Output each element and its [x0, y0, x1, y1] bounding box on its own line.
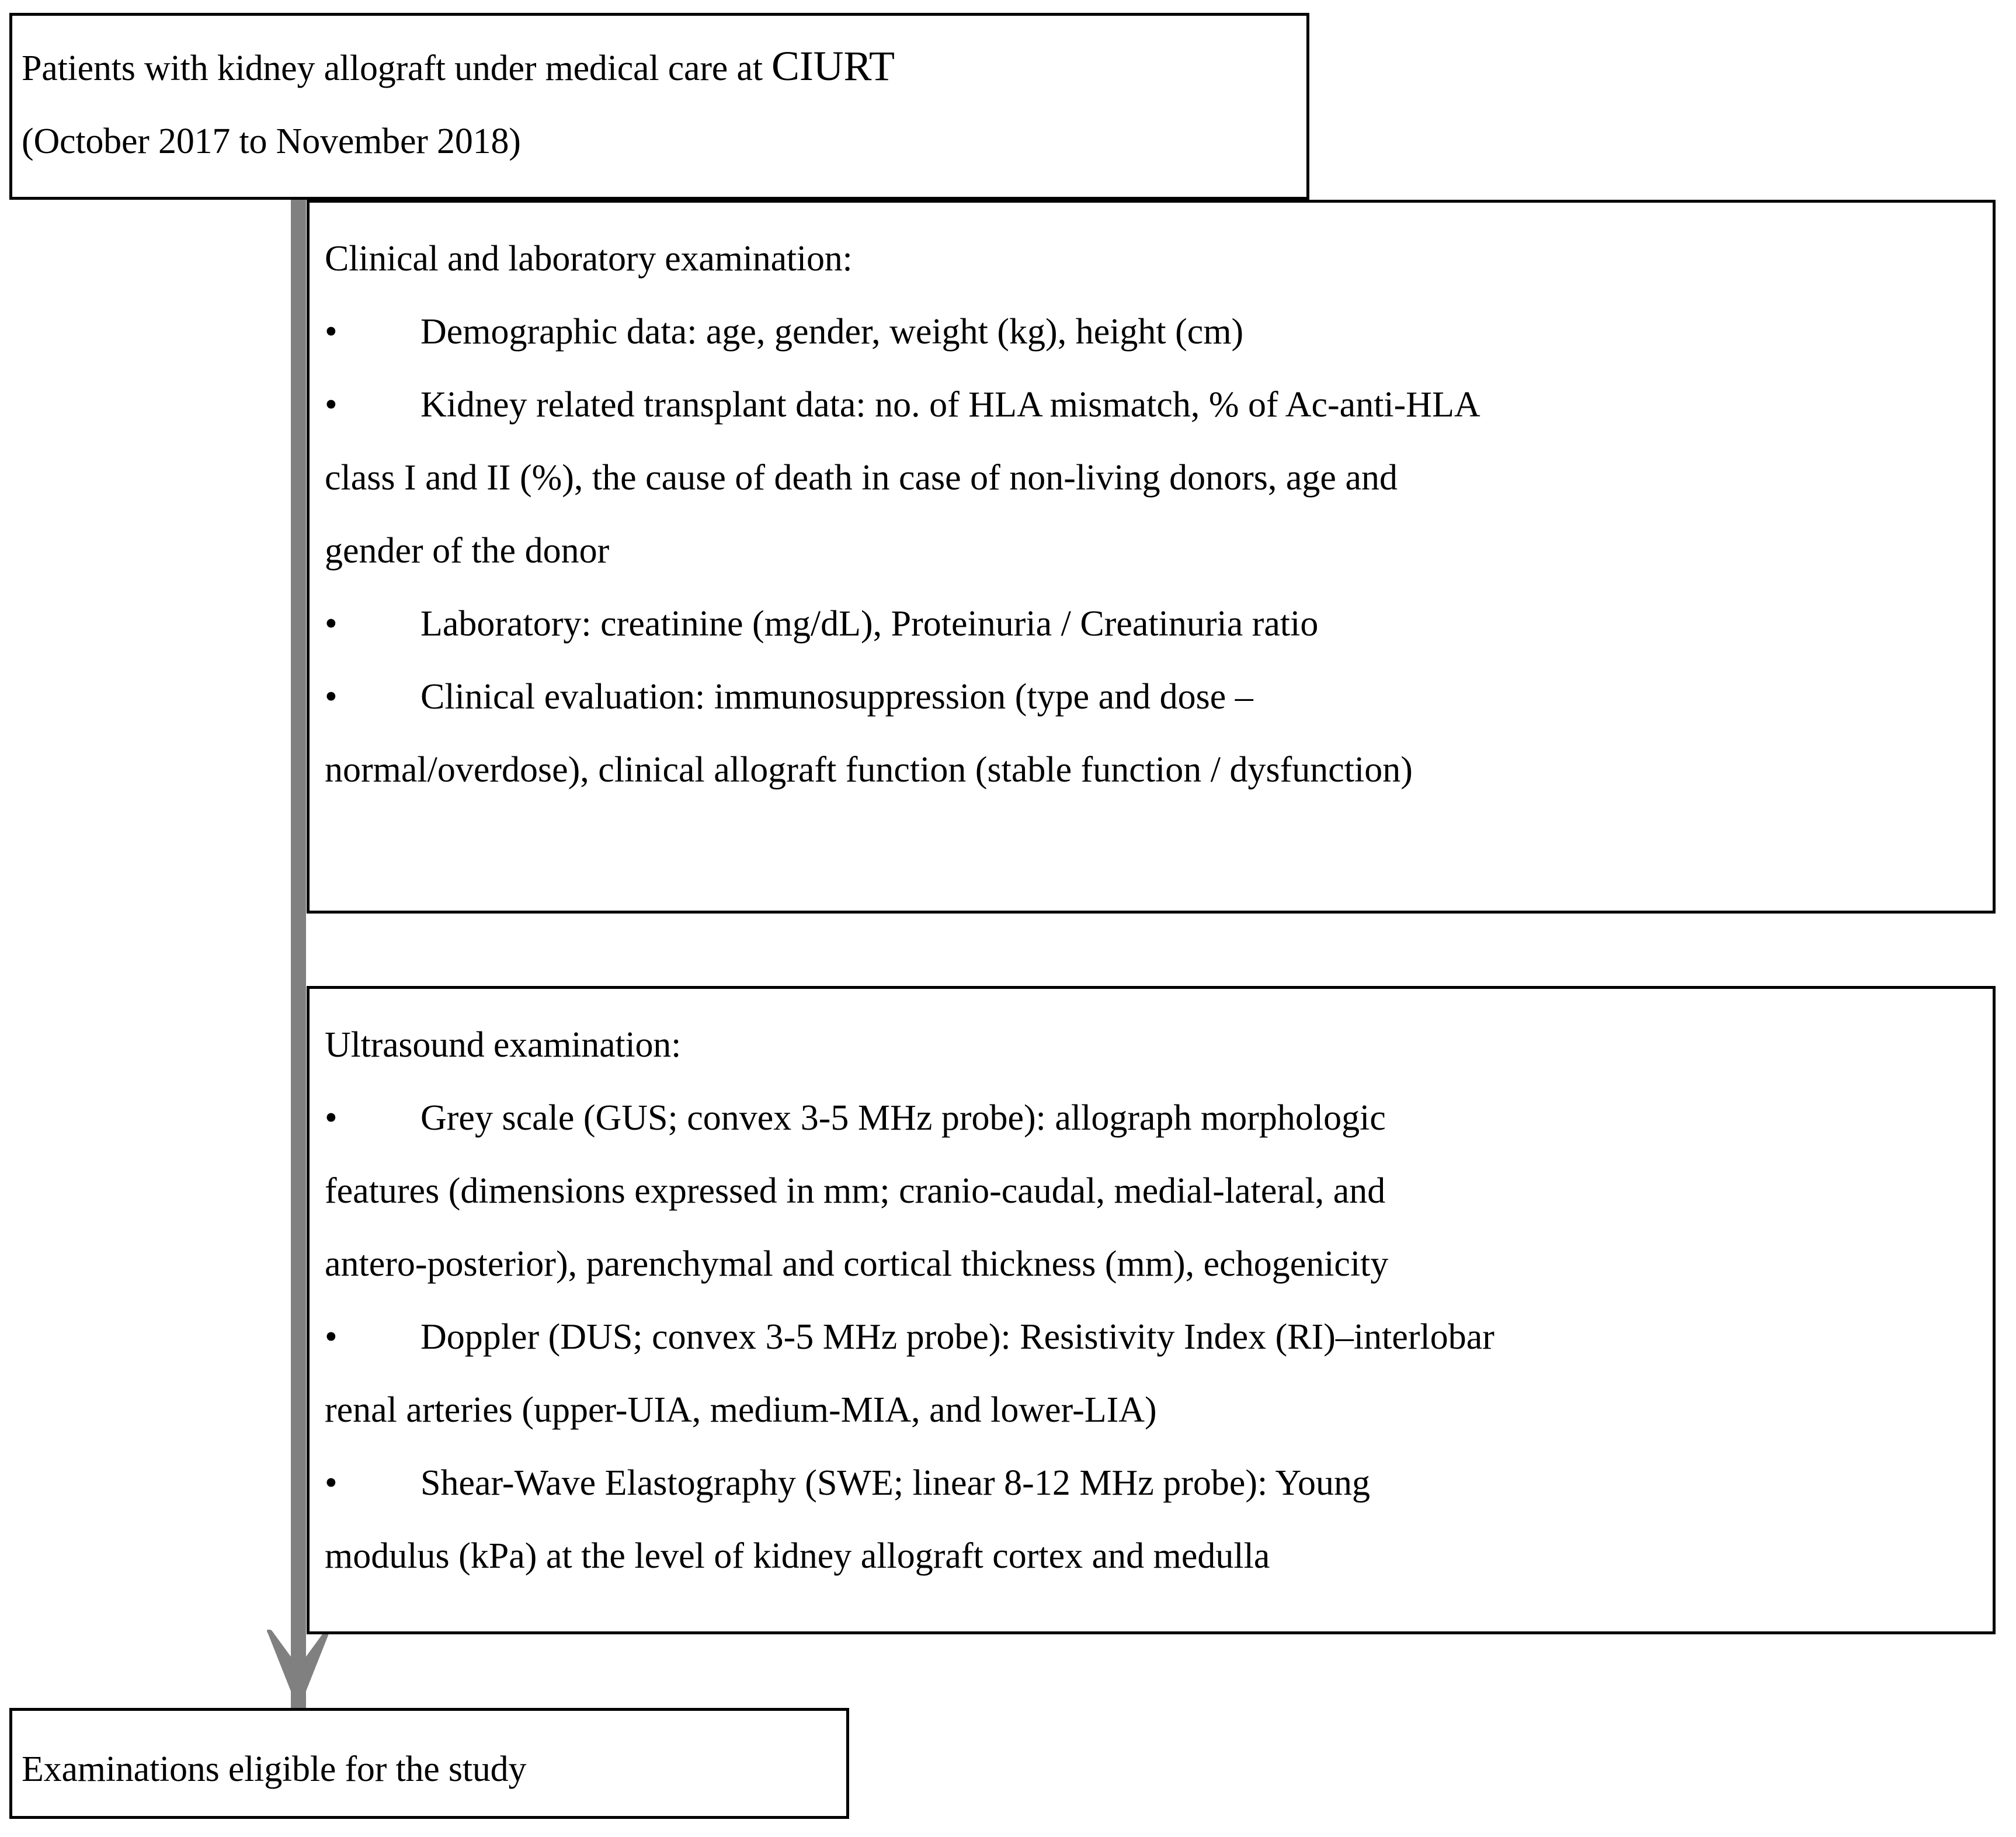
bullet-icon: • [325, 677, 338, 717]
population-box [9, 13, 1309, 200]
ultrasound-bullet-3-cont-1: modulus (kPa) at the level of kidney allograft cortex and medulla [325, 1536, 1270, 1576]
population-line-1 [22, 30, 1296, 105]
clinical-bullet-1 [325, 296, 1977, 369]
clinical-bullet-4-text: Clinical evaluation: immunosuppression (type and dose – [420, 677, 1253, 717]
clinical-bullet-4-cont-1: normal/overdose), clinical allograft function (stable function / dysfunction) [325, 750, 1413, 790]
clinical-bullet-2-cont-1: class I and II (%), the cause of death in case of non-living donors, age and [325, 458, 1398, 498]
bullet-icon: • [325, 1098, 338, 1138]
ultrasound-bullet-2-text: Doppler (DUS; convex 3-5 MHz probe): Resistivity Index (RI)–interlobar [420, 1317, 1494, 1357]
ultrasound-bullet-3-text: Shear-Wave Elastography (SWE; linear 8-12 MHz probe): Young [420, 1463, 1371, 1503]
bullet-icon: • [325, 1317, 338, 1357]
ultrasound-bullet-1 [325, 1082, 1977, 1155]
ultrasound-bullet-1-cont-2: antero-posterior), parenchymal and cortical thickness (mm), echogenicity [325, 1244, 1389, 1284]
eligible-box [9, 1708, 849, 1819]
clinical-heading: Clinical and laboratory examination: [325, 239, 853, 279]
down-arrow-head [263, 1627, 333, 1720]
clinical-bullet-3 [325, 588, 1977, 661]
down-arrow-shaft [291, 197, 306, 1711]
clinical-lab-box [307, 200, 1996, 914]
ultrasound-bullet-3 [325, 1447, 1977, 1520]
population-line-1-text: Patients with kidney allograft under medical care at [22, 48, 772, 88]
ultrasound-heading: Ultrasound examination: [325, 1025, 682, 1065]
bullet-icon: • [325, 604, 338, 644]
clinical-bullet-3-text: Laboratory: creatinine (mg/dL), Proteinuria / Creatinuria ratio [420, 604, 1319, 644]
eligible-line-1: Examinations eligible for the study [22, 1749, 527, 1789]
ultrasound-bullet-2 [325, 1301, 1977, 1374]
clinical-bullet-4 [325, 661, 1977, 734]
bullet-icon: • [325, 1463, 338, 1503]
clinical-bullet-2-text: Kidney related transplant data: no. of HLA mismatch, % of Ac-anti-HLA [420, 385, 1480, 425]
clinical-bullet-1-text: Demographic data: age, gender, weight (kg), height (cm) [420, 312, 1244, 352]
population-line-2: (October 2017 to November 2018) [22, 121, 521, 161]
clinical-bullet-2-cont-2: gender of the donor [325, 531, 610, 571]
population-site-acronym: CIURT [771, 43, 895, 89]
ultrasound-bullet-1-text: Grey scale (GUS; convex 3-5 MHz probe): allograph morphologic [420, 1098, 1386, 1138]
ultrasound-bullet-1-cont-1: features (dimensions expressed in mm; cranio-caudal, medial-lateral, and [325, 1171, 1386, 1211]
ultrasound-bullet-2-cont-1: renal arteries (upper-UIA, medium-MIA, and lower-LIA) [325, 1390, 1157, 1430]
clinical-bullet-2 [325, 369, 1977, 442]
bullet-icon: • [325, 312, 338, 352]
bullet-icon: • [325, 385, 338, 425]
ultrasound-box [307, 986, 1996, 1634]
